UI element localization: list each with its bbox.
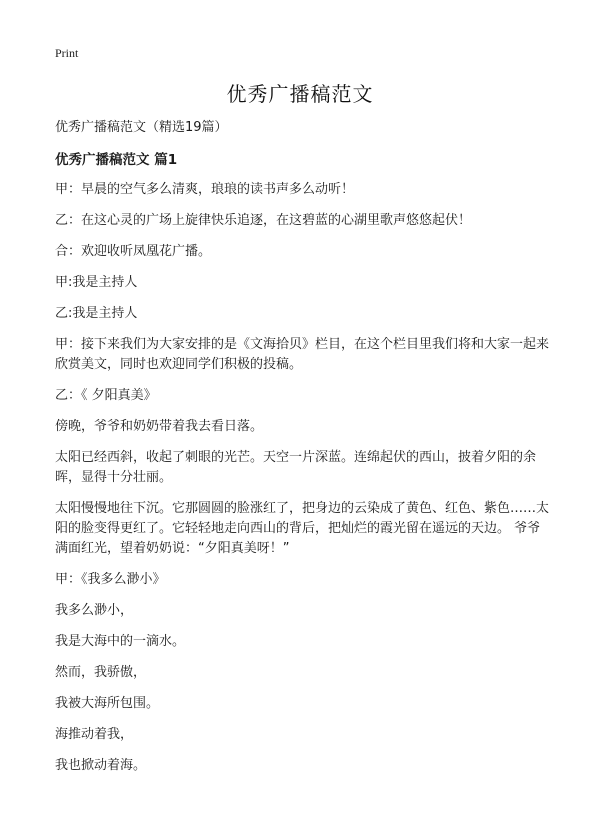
- section-heading: 优秀广播稿范文 篇1: [55, 152, 178, 168]
- paragraph: 我也掀动着海。: [55, 758, 147, 773]
- paragraph: 太阳已经西斜，收起了刺眼的光芒。天空一片深蓝。连绵起伏的西山，披着夕阳的余晖，显得十分壮丽。: [55, 450, 537, 485]
- document-title: 优秀广播稿范文: [226, 82, 374, 106]
- paragraph: 甲：早晨的空气多么清爽，琅琅的读书声多么动听！: [55, 182, 355, 197]
- paragraph: 甲：《我多么渺小》: [55, 572, 166, 587]
- paragraph: 我被大海所包围。: [55, 696, 160, 711]
- print-label: Print: [55, 46, 79, 60]
- paragraph: 乙：《 夕阳真美》: [55, 388, 157, 403]
- paragraph: 甲：接下来我们为大家安排的是《文海拾贝》栏目，在这个栏目里我们将和大家一起来欣赏美文，同时也欢迎同学们积极的投稿。: [55, 337, 550, 372]
- paragraph: 然而，我骄傲，: [55, 665, 147, 680]
- document-subtitle: 优秀广播稿范文（精选19篇）: [55, 120, 228, 135]
- paragraph: 我是大海中的一滴水。: [55, 634, 186, 649]
- paragraph: 傍晚，爷爷和奶奶带着我去看日落。: [55, 419, 264, 434]
- paragraph: 甲:我是主持人: [55, 275, 138, 290]
- paragraph: 海推动着我，: [55, 727, 134, 742]
- paragraph: 合：欢迎收听凤凰花广播。: [55, 244, 212, 259]
- paragraph: 乙：在这心灵的广场上旋律快乐追逐，在这碧蓝的心湖里歌声悠悠起伏！: [55, 213, 472, 228]
- paragraph: 乙:我是主持人: [55, 306, 138, 321]
- paragraph: 我多么渺小，: [55, 603, 134, 618]
- document-body: [55, 118, 550, 787]
- paragraph: 太阳慢慢地往下沉。它那圆圆的脸涨红了，把身边的云染成了黄色、红色、紫色……太阳的脸变得更红了。它轻轻地走向西山的背后，把灿烂的霞光留在遥远的天边。 爷爷满面红光，望着奶奶说：“夕阳真美呀！”: [55, 501, 550, 556]
